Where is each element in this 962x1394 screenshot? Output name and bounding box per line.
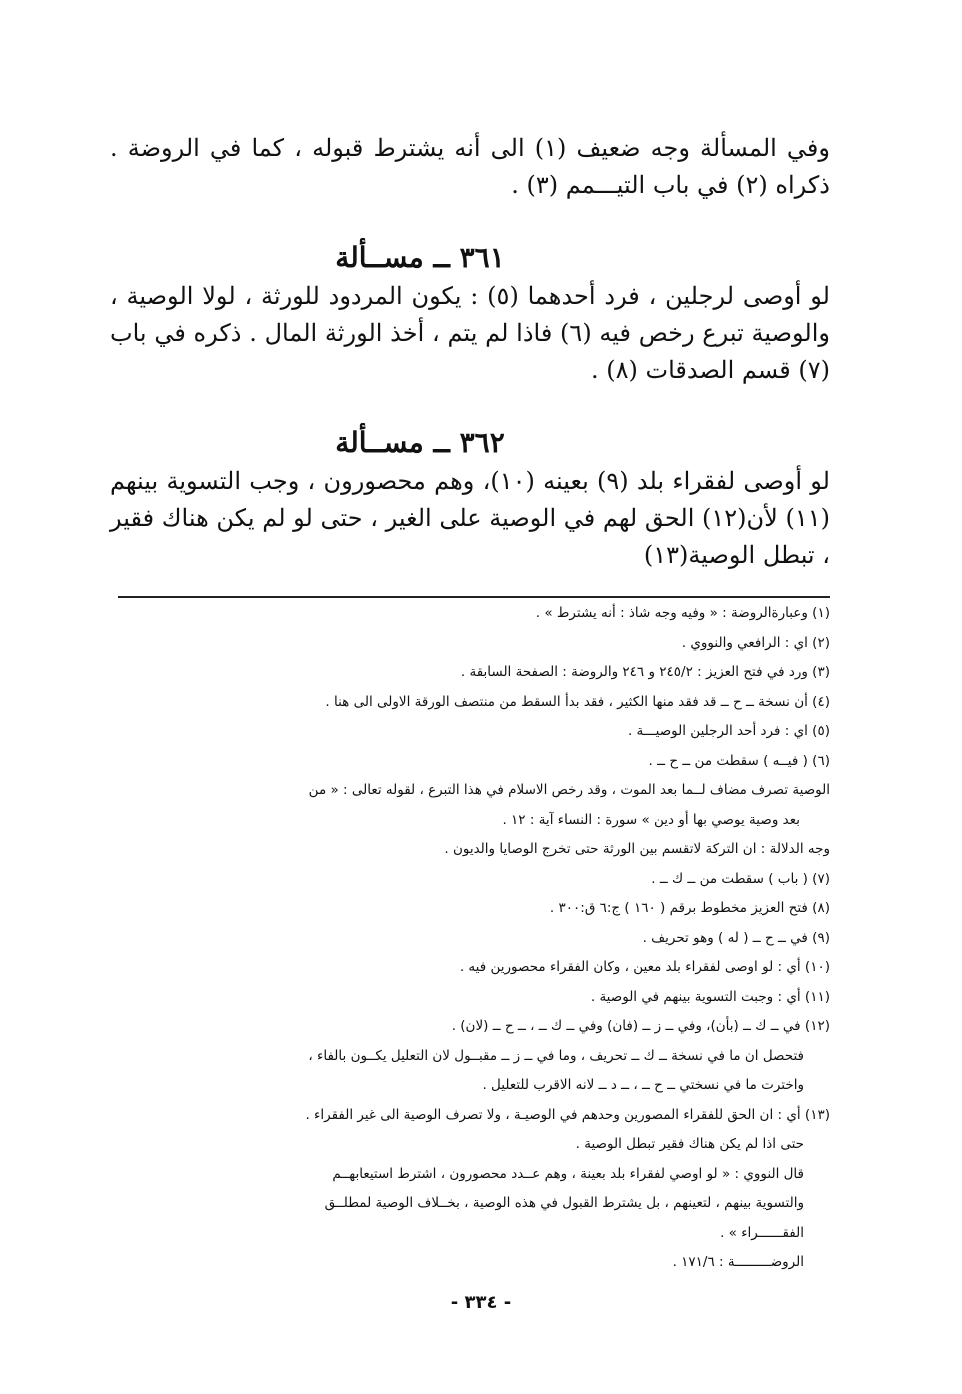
footnote-10: (١٠) أي : لو اوصى لفقراء بلد معين ، وكان الفقراء محصورين فيه . <box>459 959 830 975</box>
footnote-12-line-3: واخترت ما في نسختي ــ ح ــ ، ــ د ــ لانه الاقرب للتعليل . <box>482 1077 804 1093</box>
footnote-13-line-2: حتى اذا لم يكن هناك فقير تبطل الوصية . <box>575 1136 804 1152</box>
footnotes <box>110 599 830 1278</box>
footnote-13-source: الروضـــــــــة : ١٧١/٦ . <box>672 1254 804 1270</box>
footnote-5: (٥) اي : فرد أحد الرجلين الوصيـــة . <box>627 723 830 739</box>
main-text <box>110 130 830 574</box>
footnote-9: (٩) في ــ ح ــ ( له ) وهو تحريف . <box>642 929 830 946</box>
footnote-11: (١١) أي : وجبت التسوية بينهم في الوصية . <box>590 988 830 1005</box>
footnote-13: (١٣) أي : ان الحق للفقراء المصورين وحدهم في الوصيـة ، ولا تصرف الوصية الى غير الفقراء . <box>305 1106 830 1123</box>
footnote-12: (١٢) في ــ ك ــ (بأن)، وفي ــ ز ــ (فان) وفي ــ ك ــ ، ــ ح ــ (لان) . <box>451 1018 830 1034</box>
footnote-8: (٨) فتح العزيز مخطوط برقم ( ١٦٠ ) ج:٦ ق:٣٠٠ . <box>549 900 830 916</box>
footnote-13-line-3: قال النووي : « لو اوصي لفقراء بلد بعينة ، وهم عــدد محصورون ، اشترط استيعابهــم <box>332 1165 804 1182</box>
footnote-6-line-4: وجه الدلالة : ان التركة لاتقسم بين الورثة حتى تخرج الوصايا والديون . <box>444 841 830 857</box>
footnote-6-line-2: الوصية تصرف مضاف لــما بعد الموت ، وقد رخص الاسلام في هذا التبرع ، لقوله تعالى : « من <box>308 782 830 798</box>
footnote-separator <box>118 596 830 598</box>
paragraph-1: وفي المسألة وجه ضعيف (١) الى أنه يشترط قبوله ، كما في الروضة . ذكراه (٢) في باب التيـــمم (٣) . <box>110 134 830 199</box>
heading-issue-362: ٣٦٢ ــ مســألة <box>335 426 505 459</box>
footnote-6-line-3: بعد وصية يوصي بها أو دين » سورة : النساء آية : ١٢ . <box>502 811 800 828</box>
paragraph-2: لو أوصى لرجلين ، فرد أحدهما (٥) : يكون المردود للورثة ، لولا الوصية ، والوصية تبرع رخص فيه (٦) فاذا لم يتم ، أخذ الورثة المال . ذكره في باب (٧) قسم الصدقات (٨) . <box>110 282 830 384</box>
footnote-12-line-2: فتحصل ان ما في نسخة ــ ك ــ تحريف ، وما في ــ ز ــ مقبــول لان التعليل يكــون بالفاء ، <box>308 1047 804 1064</box>
heading-issue-361: ٣٦١ ــ مســألة <box>335 241 505 274</box>
footnote-4: (٤) أن نسخة ــ ح ــ قد فقد منها الكثير ، فقد بدأ السقط من منتصف الورقة الاولى الى هنا . <box>325 693 830 710</box>
paragraph-3: لو أوصى لفقراء بلد (٩) بعينه (١٠)، وهم محصورون ، وجب التسوية بينهم (١١) لأن(١٢) الحق لهم في الوصية على الغير ، حتى لو لم يكن هناك فقير ، تبطل الوصية(١٣) <box>110 467 830 569</box>
footnote-1: (١) وعبارةالروضة : « وفيه وجه شاذ : أنه يشترط » . <box>535 605 830 621</box>
footnote-3: (٣) ورد في فتح العزيز : ٢٤٥/٢ و ٢٤٦ والروضة : الصفحة السابقة . <box>460 664 830 680</box>
footnote-7: (٧) ( باب ) سقطت من ــ ك ــ . <box>651 870 830 887</box>
footnote-2: (٢) اي : الرافعي والنووي . <box>681 634 830 651</box>
footnote-13-line-5: الفقــــــراء » . <box>720 1224 804 1241</box>
footnote-13-line-4: والتسوية بينهم ، لتعينهم ، بل يشترط القبول في هذه الوصية ، بخــلاف الوصية لمطلــق <box>324 1195 804 1211</box>
page-number: - ٣٣٤ - <box>450 1292 512 1313</box>
footnote-6: (٦) ( فيــه ) سقطت من ــ ح ــ . <box>648 752 830 769</box>
